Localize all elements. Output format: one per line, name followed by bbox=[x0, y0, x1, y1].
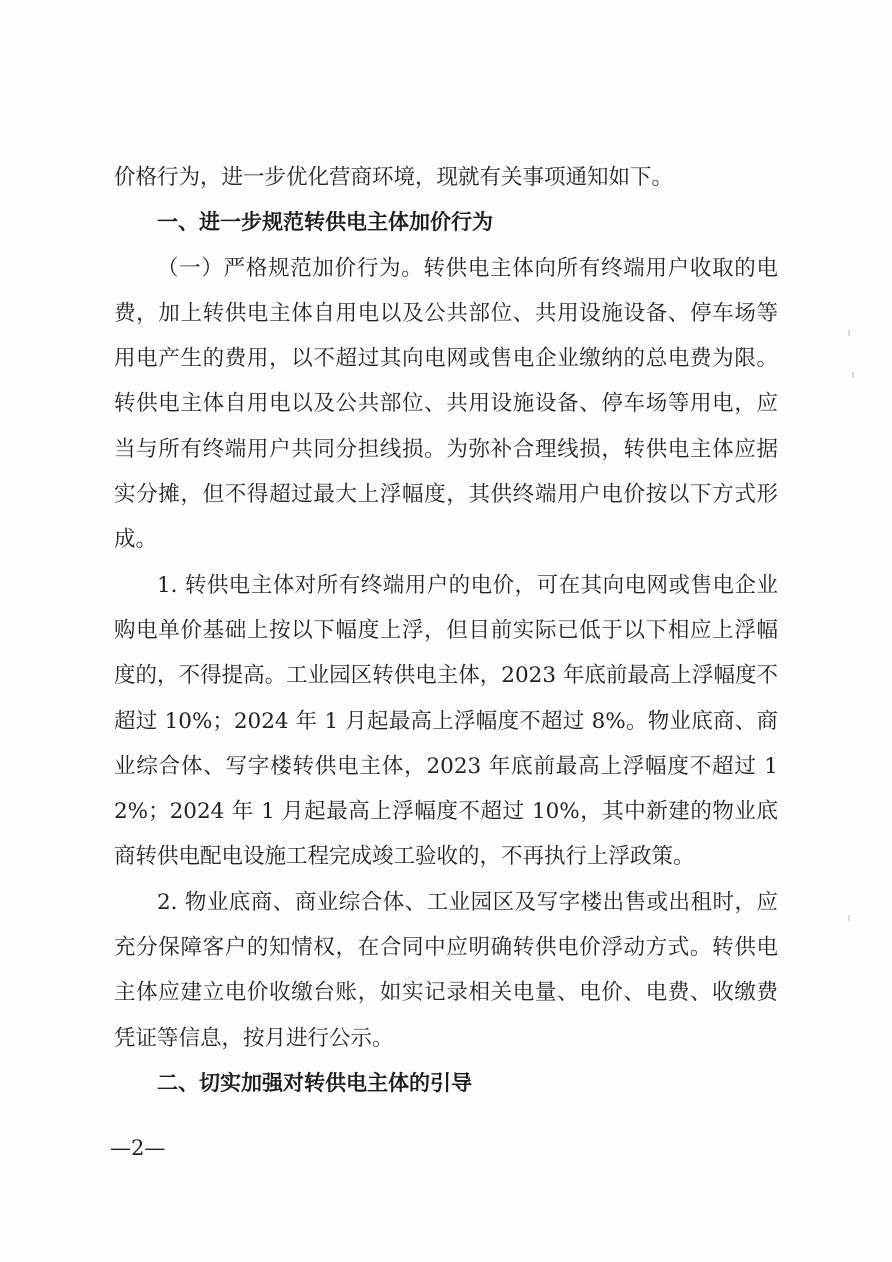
page-number: —2— bbox=[110, 1136, 166, 1160]
paragraph-item-1: 1. 转供电主体对所有终端用户的电价，可在其向电网或售电企业购电单价基础上按以下幅度上浮，但目前实际已低于以下相应上浮幅度的，不得提高。工业园区转供电主体，2023 年底前最高上浮幅度不超过 10%；2024 年 1 月起最高上浮幅度不超过 8%。物业底商、商业综合体、写字楼转供电主体，2023 年底前最高上浮幅度不超过 12%；2024 年 1 月起最高上浮幅度不超过 10%，其中新建的物业底商转供电配电设施工程完成竣工验收的，不再执行上浮政策。 bbox=[114, 572, 778, 870]
paragraph-continuation: 价格行为，进一步优化营商环境，现就有关事项通知如下。 bbox=[114, 165, 674, 190]
scan-speck bbox=[848, 915, 850, 921]
document-body bbox=[114, 155, 778, 1106]
section-heading-2: 二、切实加强对转供电主体的引导 bbox=[157, 1070, 472, 1095]
scan-speck bbox=[852, 372, 854, 378]
scan-speck bbox=[848, 330, 850, 336]
paragraph-pricing-rules: （一）严格规范加价行为。转供电主体向所有终端用户收取的电费，加上转供电主体自用电以及公共部位、共用设施设备、停车场等用电产生的费用，以不超过其向电网或售电企业缴纳的总电费为限。转供电主体自用电以及公共部位、共用设施设备、停车场等用电，应当与所有终端用户共同分担线损。为弥补合理线损，转供电主体应据实分摊，但不得超过最大上浮幅度，其供终端用户电价按以下方式形成。 bbox=[114, 255, 778, 553]
section-heading-1: 一、进一步规范转供电主体加价行为 bbox=[157, 210, 493, 235]
paragraph-item-2: 2. 物业底商、商业综合体、工业园区及写字楼出售或出租时，应充分保障客户的知情权，在合同中应明确转供电价浮动方式。转供电主体应建立电价收缴台账，如实记录相关电量、电价、电费、收缴费凭证等信息，按月进行公示。 bbox=[114, 889, 778, 1051]
